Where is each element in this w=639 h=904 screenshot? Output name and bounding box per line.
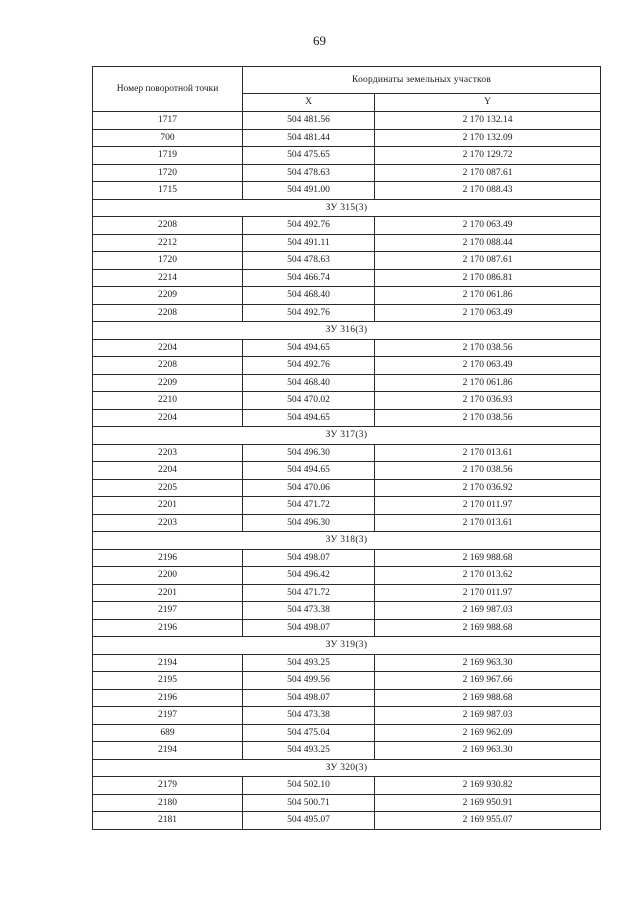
cell-x: 504 496.30 xyxy=(243,444,375,462)
table-row xyxy=(93,217,601,235)
cell-x: 504 494.65 xyxy=(243,462,375,480)
table-row xyxy=(93,374,601,392)
table-row xyxy=(93,462,601,480)
page-number: 69 xyxy=(313,33,326,48)
cell-point-number: 1715 xyxy=(93,182,243,200)
cell-point-number: 2201 xyxy=(93,497,243,515)
cell-point-number: 1719 xyxy=(93,147,243,165)
header-x: X xyxy=(243,94,375,112)
cell-point-number: 2194 xyxy=(93,654,243,672)
table-row xyxy=(93,689,601,707)
table-row xyxy=(93,742,601,760)
cell-point-number: 2196 xyxy=(93,689,243,707)
cell-x: 504 473.38 xyxy=(243,707,375,725)
cell-x: 504 500.71 xyxy=(243,794,375,812)
cell-y: 2 170 038.56 xyxy=(375,339,601,357)
table-row xyxy=(93,479,601,497)
cell-x: 504 496.30 xyxy=(243,514,375,532)
cell-point-number: 2208 xyxy=(93,357,243,375)
table-row xyxy=(93,409,601,427)
cell-point-number: 2194 xyxy=(93,742,243,760)
table-row xyxy=(93,812,601,830)
cell-y: 2 169 930.82 xyxy=(375,777,601,795)
cell-y: 2 169 987.03 xyxy=(375,602,601,620)
cell-x: 504 468.40 xyxy=(243,374,375,392)
cell-x: 504 470.02 xyxy=(243,392,375,410)
section-label: ЗУ 320(3) xyxy=(93,759,601,777)
cell-y: 2 169 988.68 xyxy=(375,619,601,637)
cell-x: 504 468.40 xyxy=(243,287,375,305)
cell-x: 504 475.65 xyxy=(243,147,375,165)
cell-x: 504 492.76 xyxy=(243,217,375,235)
cell-point-number: 2204 xyxy=(93,409,243,427)
cell-point-number: 2195 xyxy=(93,672,243,690)
cell-point-number: 2209 xyxy=(93,374,243,392)
cell-x: 504 498.07 xyxy=(243,619,375,637)
cell-y: 2 170 013.62 xyxy=(375,567,601,585)
section-row xyxy=(93,637,601,655)
table-body xyxy=(93,112,601,830)
cell-y: 2 170 061.86 xyxy=(375,287,601,305)
cell-x: 504 470.06 xyxy=(243,479,375,497)
cell-x: 504 498.07 xyxy=(243,689,375,707)
table-row xyxy=(93,304,601,322)
cell-y: 2 170 011.97 xyxy=(375,584,601,602)
cell-x: 504 478.63 xyxy=(243,252,375,270)
section-label: ЗУ 317(3) xyxy=(93,427,601,445)
section-label: ЗУ 316(3) xyxy=(93,322,601,340)
table-row xyxy=(93,357,601,375)
table-row xyxy=(93,392,601,410)
coordinates-table xyxy=(92,66,601,830)
cell-y: 2 170 036.92 xyxy=(375,479,601,497)
cell-y: 2 169 962.09 xyxy=(375,724,601,742)
cell-x: 504 471.72 xyxy=(243,497,375,515)
cell-y: 2 169 988.68 xyxy=(375,689,601,707)
cell-y: 2 169 963.30 xyxy=(375,742,601,760)
cell-point-number: 2181 xyxy=(93,812,243,830)
cell-y: 2 170 038.56 xyxy=(375,462,601,480)
cell-point-number: 2203 xyxy=(93,444,243,462)
cell-point-number: 2209 xyxy=(93,287,243,305)
header-point-number: Номер поворотной точки xyxy=(93,67,243,112)
cell-x: 504 478.63 xyxy=(243,164,375,182)
section-row xyxy=(93,532,601,550)
cell-y: 2 170 087.61 xyxy=(375,164,601,182)
table-row xyxy=(93,252,601,270)
cell-point-number: 2180 xyxy=(93,794,243,812)
cell-x: 504 491.00 xyxy=(243,182,375,200)
cell-point-number: 2196 xyxy=(93,549,243,567)
section-row xyxy=(93,199,601,217)
cell-point-number: 1720 xyxy=(93,252,243,270)
cell-y: 2 169 950.91 xyxy=(375,794,601,812)
cell-x: 504 492.76 xyxy=(243,357,375,375)
cell-point-number: 2212 xyxy=(93,234,243,252)
cell-x: 504 492.76 xyxy=(243,304,375,322)
cell-x: 504 494.65 xyxy=(243,409,375,427)
table-row xyxy=(93,129,601,147)
cell-y: 2 170 011.97 xyxy=(375,497,601,515)
section-row xyxy=(93,427,601,445)
cell-x: 504 498.07 xyxy=(243,549,375,567)
cell-point-number: 1717 xyxy=(93,112,243,130)
cell-x: 504 473.38 xyxy=(243,602,375,620)
table-row xyxy=(93,112,601,130)
cell-point-number: 2203 xyxy=(93,514,243,532)
section-label: ЗУ 319(3) xyxy=(93,637,601,655)
cell-y: 2 170 061.86 xyxy=(375,374,601,392)
table-row xyxy=(93,182,601,200)
cell-point-number: 2204 xyxy=(93,462,243,480)
cell-y: 2 170 088.44 xyxy=(375,234,601,252)
cell-point-number: 2179 xyxy=(93,777,243,795)
cell-x: 504 502.10 xyxy=(243,777,375,795)
table-row xyxy=(93,497,601,515)
cell-point-number: 2197 xyxy=(93,602,243,620)
cell-y: 2 169 987.03 xyxy=(375,707,601,725)
cell-x: 504 466.74 xyxy=(243,269,375,287)
table-row xyxy=(93,707,601,725)
table-row xyxy=(93,654,601,672)
cell-y: 2 170 063.49 xyxy=(375,357,601,375)
section-row xyxy=(93,322,601,340)
section-label: ЗУ 315(3) xyxy=(93,199,601,217)
table-row xyxy=(93,339,601,357)
cell-point-number: 2197 xyxy=(93,707,243,725)
cell-y: 2 169 963.30 xyxy=(375,654,601,672)
cell-y: 2 170 086.81 xyxy=(375,269,601,287)
cell-y: 2 170 063.49 xyxy=(375,217,601,235)
cell-y: 2 170 132.14 xyxy=(375,112,601,130)
cell-point-number: 1720 xyxy=(93,164,243,182)
table-row xyxy=(93,514,601,532)
cell-x: 504 499.56 xyxy=(243,672,375,690)
cell-x: 504 475.04 xyxy=(243,724,375,742)
section-label: ЗУ 318(3) xyxy=(93,532,601,550)
cell-x: 504 481.56 xyxy=(243,112,375,130)
cell-point-number: 2200 xyxy=(93,567,243,585)
table-row xyxy=(93,584,601,602)
table-row xyxy=(93,602,601,620)
header-y: Y xyxy=(375,94,601,112)
cell-y: 2 170 013.61 xyxy=(375,444,601,462)
cell-point-number: 2210 xyxy=(93,392,243,410)
cell-x: 504 493.25 xyxy=(243,742,375,760)
cell-point-number: 2201 xyxy=(93,584,243,602)
table-row xyxy=(93,619,601,637)
table-row xyxy=(93,794,601,812)
cell-y: 2 170 038.56 xyxy=(375,409,601,427)
table-row xyxy=(93,672,601,690)
cell-x: 504 481.44 xyxy=(243,129,375,147)
cell-point-number: 2214 xyxy=(93,269,243,287)
cell-x: 504 494.65 xyxy=(243,339,375,357)
table-header xyxy=(93,67,601,112)
cell-x: 504 495.07 xyxy=(243,812,375,830)
cell-point-number: 689 xyxy=(93,724,243,742)
cell-y: 2 170 013.61 xyxy=(375,514,601,532)
table-row xyxy=(93,234,601,252)
cell-x: 504 471.72 xyxy=(243,584,375,602)
table-row xyxy=(93,567,601,585)
section-row xyxy=(93,759,601,777)
table-row xyxy=(93,269,601,287)
cell-y: 2 170 129.72 xyxy=(375,147,601,165)
cell-y: 2 170 132.09 xyxy=(375,129,601,147)
cell-y: 2 169 988.68 xyxy=(375,549,601,567)
cell-point-number: 2208 xyxy=(93,217,243,235)
header-coordinates: Координаты земельных участков xyxy=(243,67,601,94)
cell-point-number: 2204 xyxy=(93,339,243,357)
cell-point-number: 2196 xyxy=(93,619,243,637)
cell-x: 504 491.11 xyxy=(243,234,375,252)
cell-point-number: 700 xyxy=(93,129,243,147)
table-row xyxy=(93,444,601,462)
cell-y: 2 169 967.66 xyxy=(375,672,601,690)
cell-y: 2 170 088.43 xyxy=(375,182,601,200)
table-row xyxy=(93,777,601,795)
table-row xyxy=(93,724,601,742)
cell-x: 504 496.42 xyxy=(243,567,375,585)
cell-y: 2 169 955.07 xyxy=(375,812,601,830)
table-row xyxy=(93,287,601,305)
cell-point-number: 2205 xyxy=(93,479,243,497)
cell-x: 504 493.25 xyxy=(243,654,375,672)
cell-y: 2 170 087.61 xyxy=(375,252,601,270)
cell-point-number: 2208 xyxy=(93,304,243,322)
cell-y: 2 170 036.93 xyxy=(375,392,601,410)
cell-y: 2 170 063.49 xyxy=(375,304,601,322)
table-row xyxy=(93,549,601,567)
table-row xyxy=(93,147,601,165)
table-row xyxy=(93,164,601,182)
